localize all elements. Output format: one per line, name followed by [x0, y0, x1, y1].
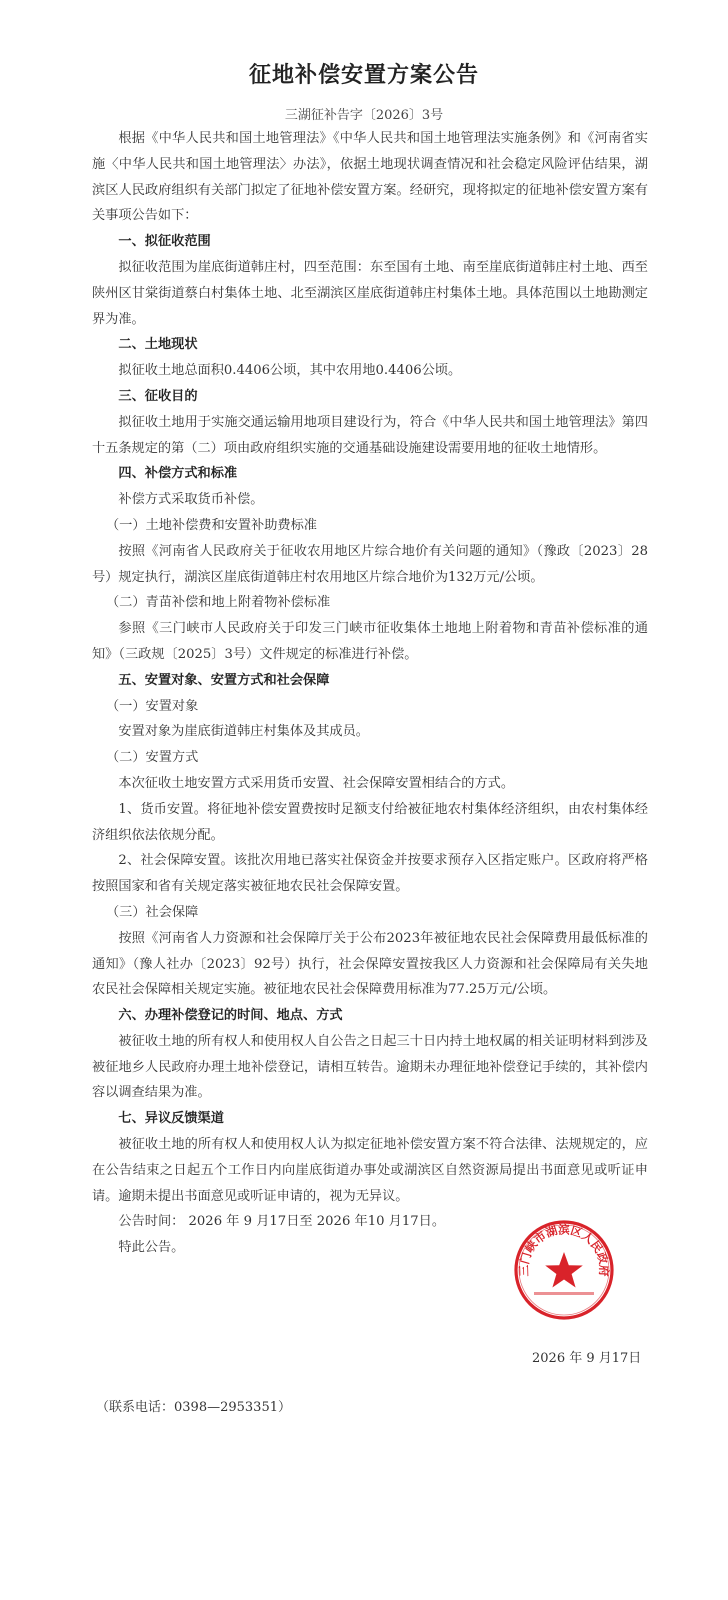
body-paragraph: 公告时间： 2026 年 9 月17日至 2026 年10 月17日。	[118, 1214, 446, 1230]
signature-date: 2026 年 9 月17日	[532, 1351, 642, 1366]
document-number: 三湖征补告字〔2026〕3号	[284, 108, 444, 123]
contact-phone: （联系电话：0398—2953351）	[96, 1400, 291, 1415]
body-paragraph: 特此公告。	[118, 1240, 185, 1256]
body-paragraph: 本次征收土地安置方式采用货币安置、社会保障安置相结合的方式。	[118, 775, 515, 791]
body-paragraph: 安置对象为崖底街道韩庄村集体及其成员。	[118, 724, 369, 740]
subsection-heading: （二）青苗补偿和地上附着物补偿标准	[106, 595, 331, 611]
body-paragraph: 1、货币安置。将征地补偿安置费按时足额支付给被征地农村集体经济组织，由农村集体经济组织依法依规分配。	[92, 801, 648, 843]
body-paragraph: 被征收土地的所有权人和使用权人自公告之日起三十日内持土地权属的相关证明材料到涉及被征地乡人民政府办理土地补偿登记，请相互转告。逾期未办理征地补偿登记手续的，其补偿内容以调查结果为准。	[92, 1033, 648, 1101]
document-body	[92, 126, 648, 1261]
body-paragraph: 2、社会保障安置。该批次用地已落实社保资金并按要求预存入区指定账户。区政府将严格按照国家和省有关规定落实被征地农民社会保障安置。	[92, 853, 648, 895]
body-paragraph: 补偿方式采取货币补偿。	[118, 492, 264, 508]
subsection-heading: （二）安置方式	[106, 750, 199, 766]
seal-text: 三门峡市湖滨区人民政府	[516, 1222, 612, 1277]
document-title: 征地补偿安置方案公告	[248, 63, 479, 88]
section-heading: 二、土地现状	[118, 337, 198, 353]
body-paragraph: 拟征收土地总面积0.4406公顷，其中农用地0.4406公顷。	[118, 363, 462, 379]
official-seal-icon	[512, 1218, 616, 1322]
body-paragraph: 根据《中华人民共和国土地管理法》《中华人民共和国土地管理法实施条例》和《河南省实施〈中华人民共和国土地管理法〉办法》，依据土地现状调查情况和社会稳定风险评估结果，湖滨区人民政府组织有关部门拟定了征地补偿安置方案。经研究，现将拟定的征地补偿安置方案有关事项公告如下：	[92, 131, 648, 224]
body-paragraph: 按照《河南省人力资源和社会保障厅关于公布2023年被征地农民社会保障费用最低标准的通知》（豫人社办〔2023〕92号）执行，社会保障安置按我区人力资源和社会保障局有关失地农民社会保障相关规定实施。被征地农民社会保障费用标准为77.25万元/公顷。	[92, 930, 648, 998]
body-paragraph: 拟征收范围为崖底街道韩庄村，四至范围：东至国有土地、南至崖底街道韩庄村土地、西至陕州区甘棠街道蔡白村集体土地、北至湖滨区崖底街道韩庄村集体土地。具体范围以土地勘测定界为准。	[92, 259, 648, 327]
section-heading: 五、安置对象、安置方式和社会保障	[118, 672, 330, 688]
subsection-heading: （一）土地补偿费和安置补助费标准	[106, 517, 317, 533]
subsection-heading: （三）社会保障	[106, 904, 199, 920]
section-heading: 一、拟征收范围	[118, 234, 211, 250]
section-heading: 六、办理补偿登记的时间、地点、方式	[118, 1008, 343, 1024]
body-paragraph: 拟征收土地用于实施交通运输用地项目建设行为，符合《中华人民共和国土地管理法》第四十五条规定的第（二）项由政府组织实施的交通基础设施建设需要用地的征收土地情形。	[92, 414, 648, 456]
section-heading: 四、补偿方式和标准	[118, 466, 238, 482]
body-paragraph: 按照《河南省人民政府关于征收农用地区片综合地价有关问题的通知》（豫政〔2023〕28号）规定执行，湖滨区崖底街道韩庄村农用地区片综合地价为132万元/公顷。	[92, 543, 648, 585]
body-paragraph: 参照《三门峡市人民政府关于印发三门峡市征收集体土地地上附着物和青苗补偿标准的通知》（三政规〔2025〕3号）文件规定的标准进行补偿。	[92, 621, 648, 662]
section-heading: 七、异议反馈渠道	[118, 1111, 224, 1127]
section-heading: 三、征收目的	[118, 388, 198, 404]
subsection-heading: （一）安置对象	[106, 698, 199, 714]
body-paragraph: 被征收土地的所有权人和使用权人认为拟定征地补偿安置方案不符合法律、法规规定的，应在公告结束之日起五个工作日内向崖底街道办事处或湖滨区自然资源局提出书面意见或听证申请。逾期未提出书面意见或听证申请的，视为无异议。	[92, 1137, 648, 1204]
